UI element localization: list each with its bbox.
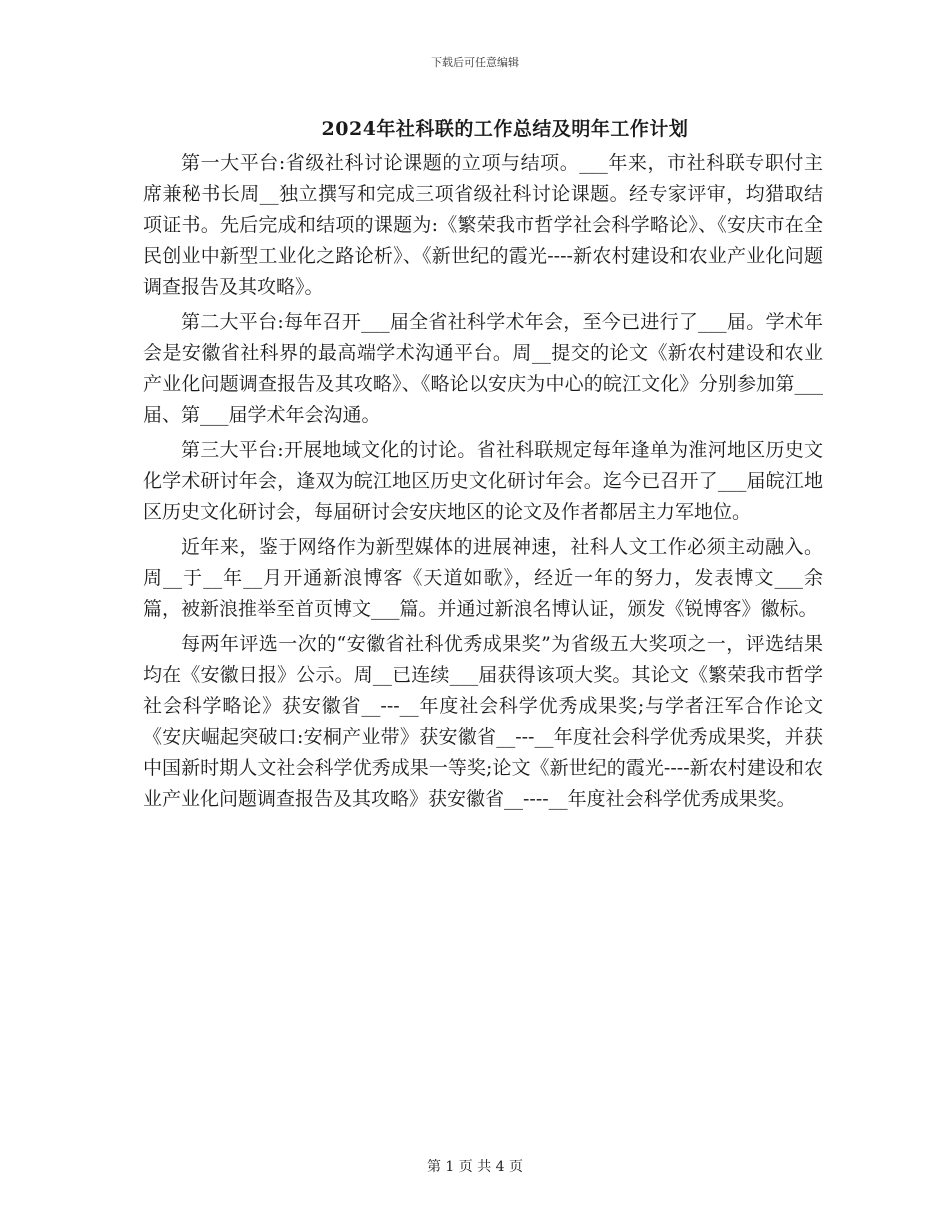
paragraph-3: 第三大平台:开展地域文化的讨论。省社科联规定每年逢单为淮河地区历史文化学术研讨年会，逢双为皖江地区历史文化研讨年会。迄今已召开了___届皖江地区历史文化研讨会，每届研讨会安庆地区的论文及作者都居主力军地位。: [143, 439, 823, 523]
header-note: 下载后可任意编辑: [431, 56, 519, 69]
page-indicator: 第 1 页 共 4 页: [426, 1159, 524, 1175]
document-body: [143, 148, 823, 819]
paragraph-5: 每两年评选一次的“安徽省社科优秀成果奖”为省级五大奖项之一，评选结果均在《安徽日报》公示。周__已连续___届获得该项大奖。其论文《繁荣我市哲学社会科学略论》获安徽省__---__年度社会科学优秀成果奖;与学者汪军合作论文《安庆崛起突破口:安桐产业带》获安徽省__---__年度社会科学优秀成果奖，并获中国新时期人文社会科学优秀成果一等奖;论文《新世纪的霞光----新农村建设和农业产业化问题调查报告及其攻略》获安徽省__----__年度社会科学优秀成果奖。: [143, 633, 823, 810]
document-title: 2024年社科联的工作总结及明年工作计划: [321, 118, 689, 140]
paragraph-4: 近年来，鉴于网络作为新型媒体的进展神速，社科人文工作必须主动融入。周__于__年__月开通新浪博客《天道如歌》，经近一年的努力，发表博文___余篇，被新浪推举至首页博文___篇。并通过新浪名博认证，颁发《锐博客》徽标。: [143, 536, 823, 620]
paragraph-1: 第一大平台:省级社科讨论课题的立项与结项。___年来，市社科联专职付主席兼秘书长周__独立撰写和完成三项省级社科讨论课题。经专家评审，均猎取结项证书。先后完成和结项的课题为:《繁荣我市哲学社会科学略论》、《安庆市在全民创业中新型工业化之路论析》、《新世纪的霞光----新农村建设和农业产业化问题调查报告及其攻略》。: [143, 152, 823, 298]
paragraph-2: 第二大平台:每年召开___届全省社科学术年会，至今已进行了___届。学术年会是安徽省社科界的最高端学术沟通平台。周__提交的论文《新农村建设和农业产业化问题调查报告及其攻略》、《略论以安庆为中心的皖江文化》分别参加第___届、第___届学术年会沟通。: [143, 311, 823, 426]
